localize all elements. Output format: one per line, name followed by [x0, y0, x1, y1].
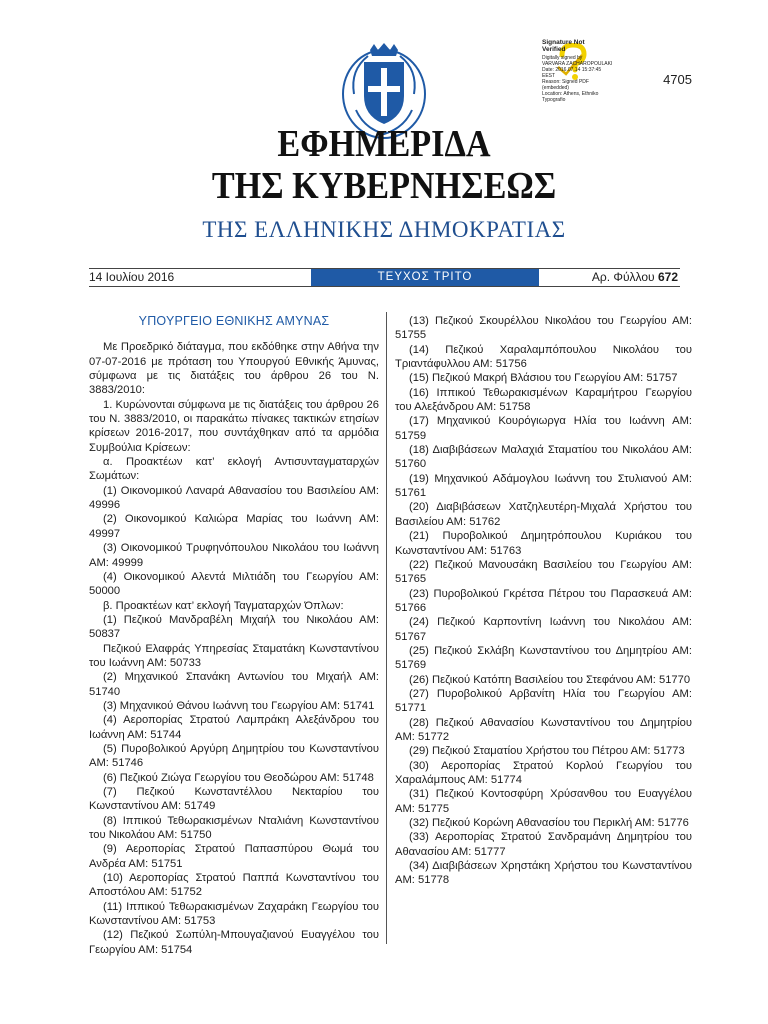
paragraph: β. Προακτέων κατ’ εκλογή Ταγματαρχών Όπλων: [103, 599, 344, 612]
list-item: (23) Πυροβολικού Γκρέτσα Πέτρου του Παρασκευά ΑΜ: 51766 [395, 587, 692, 614]
paragraph: α. Προακτέων κατ’ εκλογή Αντισυνταγματαρχών Σωμάτων: [89, 456, 379, 483]
column-divider [386, 312, 387, 944]
list-item: (6) Πεζικού Ζιώγα Γεωργίου του Θεοδώρου ΑΜ: 51748 [103, 771, 374, 784]
list-item: (29) Πεζικού Σταματίου Χρήστου του Πέτρου ΑΜ: 51773 [409, 745, 685, 758]
signature-line: (embedded) [542, 85, 569, 91]
list-item: (22) Πεζικού Μανουσάκη Βασιλείου του Γεωργίου ΑΜ: 51765 [395, 558, 692, 586]
left-column [89, 314, 379, 957]
list-item: (25) Πεζικού Σκλάβη Κωνσταντίνου του Δημητρίου ΑΜ: 51769 [395, 644, 692, 672]
signature-status: Signature Not Verified [542, 39, 585, 53]
page-number: 4705 [663, 72, 692, 87]
ministry-heading: ΥΠΟΥΡΓΕΙΟ ΕΘΝΙΚΗΣ ΑΜΥΝΑΣ [138, 314, 330, 328]
issue-volume-label: ΤΕΥΧΟΣ ΤΡΙΤΟ [311, 269, 539, 286]
sheet-number: Αρ. Φύλλου 672 [591, 270, 678, 284]
list-item: (33) Αεροπορίας Στρατού Σανδραμάνη Δημητρίου του Αθανασίου ΑΜ: 51777 [395, 831, 692, 858]
list-item: (15) Πεζικού Μακρή Βλάσιου του Γεωργίου ΑΜ: 51757 [409, 372, 678, 385]
digital-signature-stamp [542, 39, 622, 111]
list-item: (7) Πεζικού Κωνσταντέλλου Νεκταρίου του Κωνσταντίνου ΑΜ: 51749 [89, 786, 379, 813]
list-item: (3) Οικονομικού Τρυφηνόπουλου Νικολάου του Ιωάννη ΑΜ: 49999 [89, 542, 379, 569]
right-column [395, 314, 692, 888]
list-item: (21) Πυροβολικού Δημητρόπουλου Κυριάκου του Κωνσταντίνου ΑΜ: 51763 [395, 530, 692, 557]
list-item: (14) Πεζικού Χαραλαμπόπουλου Νικολάου του Τριαντάφυλλου ΑΜ: 51756 [395, 343, 692, 371]
list-item: (2) Μηχανικού Σπανάκη Αντωνίου του Μιχαήλ ΑΜ: 51740 [89, 671, 379, 698]
list-item: (34) Διαβιβάσεων Χρηστάκη Χρήστου του Κωνσταντίνου ΑΜ: 51778 [395, 860, 692, 887]
list-item: (13) Πεζικού Σκουρέλλου Νικολάου του Γεωργίου ΑΜ: 51755 [395, 315, 692, 342]
signature-line: VARVARA ZACHAROPOULAKI [542, 61, 613, 67]
list-item: (4) Οικονομικού Αλεντά Μιλτιάδη του Γεωργίου ΑΜ: 50000 [89, 570, 379, 598]
list-item: (24) Πεζικού Καρποντίνη Ιωάννη του Νικολάου ΑΜ: 51767 [395, 616, 692, 643]
list-item: (26) Πεζικού Κατόπη Βασιλείου του Στεφάνου ΑΜ: 51770 [409, 673, 691, 686]
paragraph: Με Προεδρικό διάταγμα, που εκδόθηκε στην Αθήνα την 07-07-2016 με πρόταση του Υπουργού Εθνικής Άμυνας, σύμφωνα με τις διατάξεις του άρθρου 26 του Ν. 3883/2010: [89, 341, 379, 397]
paragraph: 1. Κυρώνονται σύμφωνα με τις διατάξεις του άρθρου 26 του Ν. 3883/2010, οι παρακάτω πίνακες τακτικών ετησίων κρίσεων 2016-2017, που συντάχθηκαν από τα αρμόδια Συμβούλια Κρίσεων: [89, 398, 379, 454]
issue-info-bar [89, 268, 680, 287]
list-item: (4) Αεροπορίας Στρατού Λαμπράκη Αλεξάνδρου του Ιωάννη ΑΜ: 51744 [89, 714, 379, 741]
list-item: (11) Ιππικού Τεθωρακισμένων Ζαχαράκη Γεωργίου του Κωνσταντίνου ΑΜ: 51753 [89, 900, 379, 928]
list-item: (16) Ιππικού Τεθωρακισμένων Καραμήτρου Γεωργίου του Αλεξάνδρου ΑΜ: 51758 [395, 386, 692, 414]
signature-line: EEST [542, 73, 556, 79]
list-item: (1) Πεζικού Μανδραβέλη Μιχαήλ του Νικολάου ΑΜ: 50837 [89, 613, 379, 641]
list-item: (10) Αεροπορίας Στρατού Παππά Κωνσταντίνου του Αποστόλου ΑΜ: 51752 [89, 872, 379, 899]
list-item: (31) Πεζικού Κοντοσφύρη Χρύσανθου του Ευαγγέλου ΑΜ: 51775 [395, 788, 692, 815]
list-item: (18) Διαβιβάσεων Μαλαχιά Σταματίου του Νικολάου ΑΜ: 51760 [395, 444, 692, 471]
list-item: (8) Ιππικού Τεθωρακισμένων Νταλιάνη Κωνσταντίνου του Νικολάου ΑΜ: 51750 [89, 814, 379, 842]
gazette-title-line2: ΤΗΣ ΚΥΒΕΡΝΗΣΕΩΣ [211, 165, 557, 207]
list-item: (30) Αεροπορίας Στρατού Κορλού Γεωργίου του Χαραλάμπους ΑΜ: 51774 [395, 759, 692, 786]
signature-line: Reason: Signed PDF [542, 79, 589, 85]
list-item: (17) Μηχανικού Κουρόγιωργα Ηλία του Ιωάννη ΑΜ: 51759 [395, 415, 692, 442]
signature-line: Digitally signed by [542, 55, 583, 61]
list-item: (2) Οικονομικού Καλιώρα Μαρίας του Ιωάννη ΑΜ: 49997 [89, 513, 379, 540]
signature-line: Location: Athens, Ethniko [542, 91, 599, 97]
signature-line: Typografio [542, 97, 566, 103]
list-item: (20) Διαβιβάσεων Χατζηλευτέρη-Μιχαλά Χρήστου του Βασιλείου ΑΜ: 51762 [395, 501, 692, 528]
list-item: (19) Μηχανικού Αδάμογλου Ιωάννη του Στυλιανού ΑΜ: 51761 [395, 472, 692, 500]
gazette-title-line1: ΕΦΗΜΕΡΙΔΑ [277, 123, 491, 165]
list-item: (27) Πυροβολικού Αρβανίτη Ηλία του Γεωργίου ΑΜ: 51771 [395, 687, 692, 715]
signature-line: Date: 2016.07.14 15:37:45 [542, 67, 602, 73]
issue-date: 14 Ιουλίου 2016 [89, 270, 175, 284]
gazette-subtitle: ΤΗΣ ΕΛΛΗΝΙΚΗΣ ΔΗΜΟΚΡΑΤΙΑΣ [202, 217, 566, 242]
list-item: (9) Αεροπορίας Στρατού Παπασπύρου Θωμά του Ανδρέα ΑΜ: 51751 [89, 843, 379, 870]
list-item: (12) Πεζικού Σωπύλη-Μπουγαζιανού Ευαγγέλου του Γεωργίου ΑΜ: 51754 [89, 929, 379, 956]
list-item: (32) Πεζικού Κορώνη Αθανασίου του Περικλή ΑΜ: 51776 [409, 817, 689, 830]
list-item: (28) Πεζικού Αθανασίου Κωνσταντίνου του Δημητρίου ΑΜ: 51772 [395, 716, 692, 743]
list-item: Πεζικού Ελαφράς Υπηρεσίας Σταματάκη Κωνσταντίνου του Ιωάννη ΑΜ: 50733 [89, 642, 379, 669]
list-item: (3) Μηχανικού Θάνου Ιωάννη του Γεωργίου ΑΜ: 51741 [103, 699, 375, 712]
list-item: (5) Πυροβολικού Αργύρη Δημητρίου του Κωνσταντίνου ΑΜ: 51746 [89, 742, 379, 770]
list-item: (1) Οικονομικού Λαναρά Αθανασίου του Βασιλείου ΑΜ: 49996 [89, 484, 379, 512]
